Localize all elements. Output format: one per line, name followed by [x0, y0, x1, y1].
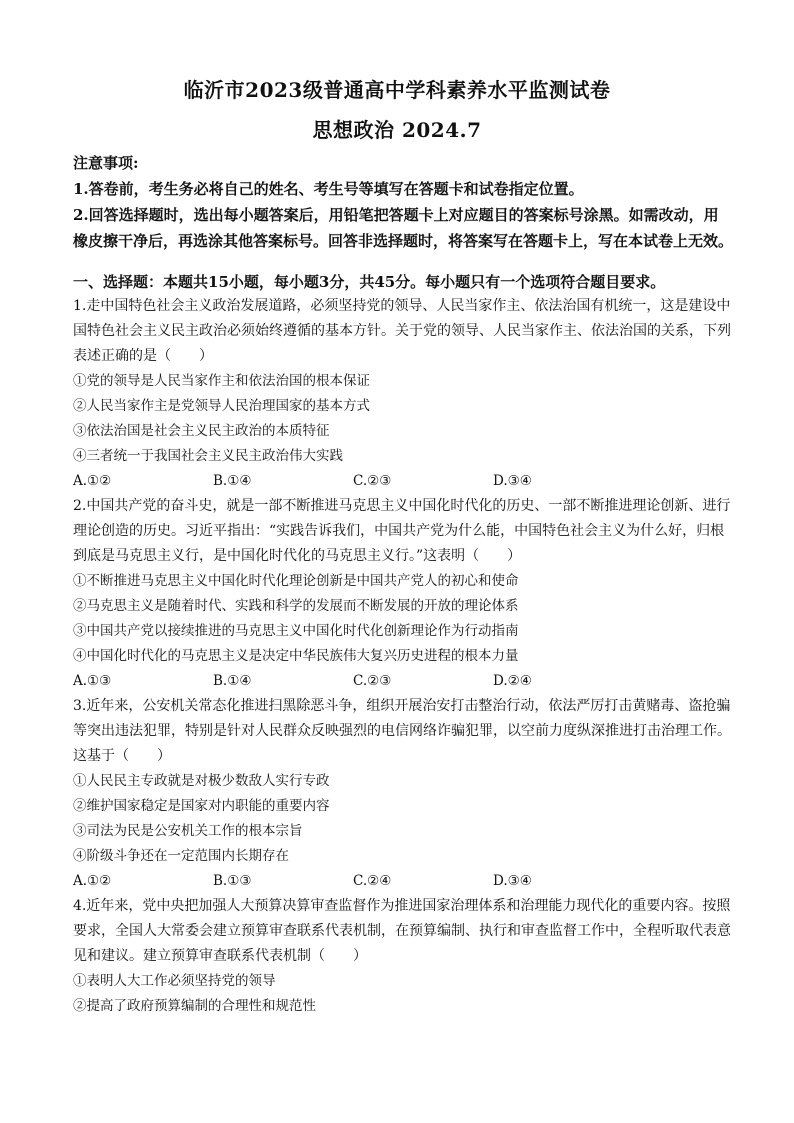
choice-b: B.①④	[213, 473, 252, 489]
choice-c: C.②③	[353, 673, 392, 689]
question-3	[73, 694, 733, 894]
choice-a: A.①②	[73, 473, 112, 489]
question-stem: 1.走中国特色社会主义政治发展道路，必须坚持党的领导、人民当家作主、依法治国有机统一，这是建设中国特色社会主义民主政治必须始终遵循的基本方针。关于党的领导、人民当家作主、依法治国的关系，下列表述正确的是（ ）	[73, 298, 731, 364]
choice-d: D.③④	[493, 873, 532, 889]
questions-list	[73, 294, 733, 1019]
choice-d: D.③④	[493, 473, 532, 489]
statement-option: ②维护国家稳定是国家对内职能的重要内容	[73, 798, 330, 814]
statement-option: ③中国共产党以接续推进的马克思主义中国化时代化创新理论作为行动指南	[73, 623, 519, 639]
choice-b: B.①③	[213, 873, 252, 889]
question-2	[73, 494, 733, 694]
statement-option: ②人民当家作主是党领导人民治理国家的基本方式	[73, 398, 370, 414]
notes-item: 2.回答选择题时，选出每小题答案后，用铅笔把答题卡上对应题目的答案标号涂黑。如需改动，用橡皮擦干净后，再选涂其他答案标号。回答非选择题时，将答案写在答题卡上，写在本试卷上无效。	[73, 206, 734, 250]
statement-option: ④三者统一于我国社会主义民主政治伟大实践	[73, 448, 343, 464]
choice-d: D.②④	[493, 673, 532, 689]
answer-choices	[73, 469, 733, 494]
section-title: 一、选择题：本题共15小题，每小题3分，共45分。每小题只有一个选项符合题目要求。	[73, 273, 666, 291]
statement-option: ①党的领导是人民当家作主和依法治国的根本保证	[73, 373, 370, 389]
statement-option: ②提高了政府预算编制的合理性和规范性	[73, 998, 316, 1014]
statement-option: ③依法治国是社会主义民主政治的本质特征	[73, 423, 330, 439]
statement-option: ①不断推进马克思主义中国化时代化理论创新是中国共产党人的初心和使命	[73, 573, 519, 589]
statement-option: ④中国化时代化的马克思主义是决定中华民族伟大复兴历史进程的根本力量	[73, 648, 519, 664]
choice-a: A.①②	[73, 873, 112, 889]
statement-option: ①表明人大工作必须坚持党的领导	[73, 973, 276, 989]
answer-choices	[73, 869, 733, 894]
notes-item: 1.答卷前，考生务必将自己的姓名、考生号等填写在答题卡和试卷指定位置。	[73, 180, 584, 198]
choice-c: C.②③	[353, 473, 392, 489]
answer-choices	[73, 669, 733, 694]
question-4	[73, 894, 733, 1019]
notes-block	[73, 150, 733, 254]
notes-heading: 注意事项:	[73, 154, 139, 172]
exam-title: 临沂市2023级普通高中学科素养水平监测试卷	[183, 78, 611, 102]
choice-a: A.①③	[73, 673, 112, 689]
question-stem: 4.近年来，党中央把加强人大预算决算审查监督作为推进国家治理体系和治理能力现代化的重要内容。按照要求，全国人大常委会建立预算审查联系代表机制，在预算编制、执行和审查监督工作中，全程听取代表意见和建议。建立预算审查联系代表机制（ ）	[73, 898, 731, 964]
choice-b: B.①④	[213, 673, 252, 689]
statement-option: ②马克思主义是随着时代、实践和科学的发展而不断发展的开放的理论体系	[73, 598, 519, 614]
choice-c: C.②④	[353, 873, 392, 889]
statement-option: ①人民民主专政就是对极少数敌人实行专政	[73, 773, 330, 789]
exam-subtitle: 思想政治 2024.7	[312, 118, 482, 142]
question-stem: 2.中国共产党的奋斗史，就是一部不断推进马克思主义中国化时代化的历史、一部不断推进理论创新、进行理论创造的历史。习近平指出：“实践告诉我们，中国共产党为什么能，中国特色社会主义为什么好，归根到底是马克思主义行，是中国化时代化的马克思主义行。”这表明（ ）	[73, 498, 731, 564]
question-1	[73, 294, 733, 494]
statement-option: ④阶级斗争还在一定范围内长期存在	[73, 848, 289, 864]
question-stem: 3.近年来，公安机关常态化推进扫黑除恶斗争，组织开展治安打击整治行动，依法严厉打击黄赌毒、盗抢骗等突出违法犯罪，特别是针对人民群众反映强烈的电信网络诈骗犯罪，以空前力度纵深推进打击治理工作。这基于（ ）	[73, 698, 731, 764]
statement-option: ③司法为民是公安机关工作的根本宗旨	[73, 823, 303, 839]
